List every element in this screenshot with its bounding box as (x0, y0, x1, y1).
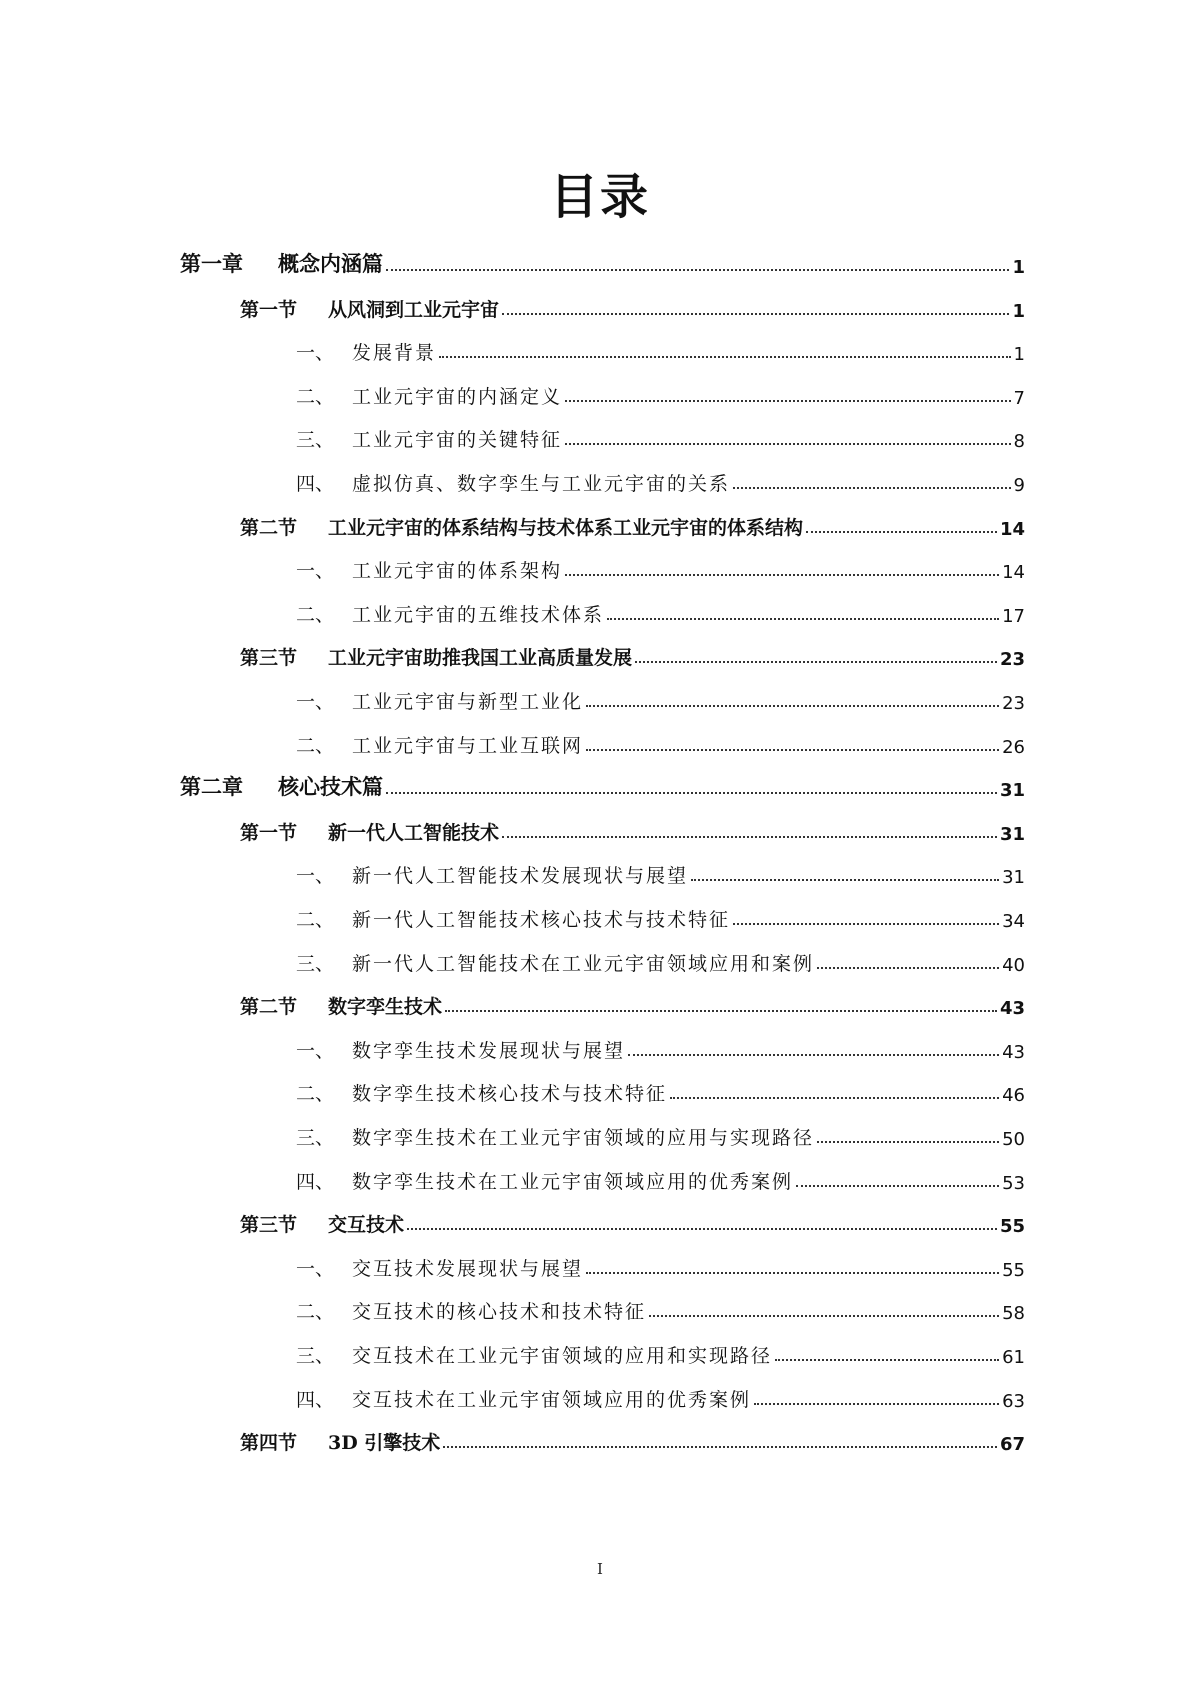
toc-entry-page: 23 (999, 649, 1025, 671)
toc-dot-leader (635, 661, 997, 663)
toc-entry-number: 第二节 (240, 996, 298, 1019)
toc-section-entry[interactable] (240, 989, 1025, 1019)
toc-dot-leader (565, 443, 1011, 445)
page-title: 目录 (549, 169, 650, 225)
page-number: I (597, 1560, 603, 1578)
toc-subsection-entry[interactable] (296, 1251, 1025, 1281)
toc-entry-page: 23 (1002, 693, 1025, 714)
toc-dot-leader (607, 618, 999, 620)
toc-dot-leader (565, 574, 999, 576)
toc-dot-leader (817, 967, 999, 969)
toc-dot-leader (502, 836, 997, 838)
toc-subsection-entry[interactable] (296, 466, 1025, 496)
toc-entry-number: 一、 (296, 691, 335, 713)
toc-dot-leader (386, 792, 997, 794)
toc-section-entry[interactable] (240, 292, 1025, 322)
toc-entry-number: 一、 (296, 865, 335, 888)
toc-subsection-entry[interactable] (296, 1076, 1025, 1106)
toc-dot-leader (775, 1359, 999, 1361)
toc-section-entry[interactable] (240, 1207, 1025, 1237)
toc-subsection-entry[interactable] (296, 1294, 1025, 1324)
toc-entry-number: 三、 (296, 1127, 335, 1149)
toc-entry-title: 工业元宇宙与工业互联网 (352, 734, 584, 757)
toc-subsection-entry[interactable] (296, 335, 1025, 365)
toc-entry-number: 第三节 (240, 647, 298, 670)
toc-entry-title: 工业元宇宙的五维技术体系 (352, 603, 605, 626)
toc-subsection-entry[interactable] (296, 946, 1025, 976)
toc-entry-title: 交互技术在工业元宇宙领域的应用和实现路径 (352, 1345, 773, 1367)
toc-entry-page: 1 (1012, 257, 1025, 278)
toc-entry-title: 新一代人工智能技术核心技术与技术特征 (352, 909, 731, 931)
toc-entry-number: 一、 (296, 1257, 335, 1280)
toc-entry-page: 63 (1002, 1390, 1025, 1412)
toc-subsection-entry[interactable] (296, 1120, 1025, 1150)
toc-entry-title: 数字孪生技术核心技术与技术特征 (352, 1083, 668, 1106)
toc-entry-page: 53 (1002, 1172, 1025, 1194)
toc-entry-page: 55 (999, 1216, 1025, 1238)
toc-dot-leader (502, 313, 1009, 315)
toc-entry-number: 四、 (296, 1388, 335, 1411)
toc-subsection-entry[interactable] (296, 858, 1025, 888)
toc-entry-page: 58 (1002, 1303, 1025, 1325)
toc-entry-page: 31 (1002, 867, 1025, 889)
toc-subsection-entry[interactable] (296, 597, 1025, 627)
toc-subsection-entry[interactable] (296, 728, 1025, 758)
toc-entry-title: 核心技术篇 (278, 775, 383, 800)
toc-entry-page: 61 (1002, 1347, 1025, 1368)
toc-entry-number: 二、 (296, 909, 335, 931)
toc-dot-leader (796, 1185, 999, 1187)
toc-entry-number: 四、 (296, 1170, 335, 1193)
toc-entry-number: 一、 (296, 342, 335, 365)
toc-entry-page: 17 (1002, 605, 1025, 627)
toc-section-entry[interactable] (240, 1425, 1025, 1455)
toc-entry-page: 40 (1002, 954, 1025, 976)
toc-entry-number: 二、 (296, 603, 335, 626)
toc-entry-number: 三、 (296, 1345, 335, 1367)
toc-subsection-entry[interactable] (296, 684, 1025, 714)
toc-entry-page: 14 (1002, 562, 1025, 584)
toc-entry-title: 新一代人工智能技术 (328, 821, 500, 844)
toc-entry-title: 数字孪生技术 (328, 996, 443, 1019)
toc-entry-title: 新一代人工智能技术在工业元宇宙领域应用和案例 (352, 952, 815, 975)
toc-entry-page: 31 (999, 823, 1025, 845)
toc-section-entry[interactable] (240, 510, 1025, 540)
toc-entry-title: 工业元宇宙的关键特征 (352, 429, 563, 452)
toc-entry-number: 第二章 (180, 775, 243, 800)
toc-entry-page: 14 (999, 518, 1025, 540)
toc-dot-leader (586, 705, 999, 707)
toc-section-entry[interactable] (240, 815, 1025, 845)
toc-entry-page: 43 (1002, 1041, 1025, 1063)
toc-entry-number: 一、 (296, 560, 335, 583)
toc-entry-title: 数字孪生技术在工业元宇宙领域应用的优秀案例 (352, 1170, 794, 1193)
toc-entry-page: 55 (1002, 1259, 1025, 1281)
toc-dot-leader (586, 749, 999, 751)
toc-entry-number: 二、 (296, 734, 335, 757)
toc-entry-title: 从风洞到工业元宇宙 (328, 298, 500, 321)
toc-subsection-entry[interactable] (296, 902, 1025, 932)
toc-entry-page: 8 (1013, 431, 1025, 453)
toc-chapter-entry[interactable] (180, 248, 1025, 278)
toc-entry-page: 50 (1002, 1129, 1025, 1150)
toc-entry-page: 34 (1002, 911, 1025, 932)
toc-dot-leader (439, 356, 1011, 358)
toc-subsection-entry[interactable] (296, 1164, 1025, 1194)
toc-dot-leader (628, 1054, 999, 1056)
toc-entry-title: 工业元宇宙的内涵定义 (352, 385, 563, 408)
toc-entry-title: 工业元宇宙的体系结构与技术体系工业元宇宙的体系结构 (328, 516, 804, 539)
toc-dot-leader (386, 269, 1009, 271)
toc-subsection-entry[interactable] (296, 422, 1025, 452)
toc-entry-page: 67 (999, 1434, 1025, 1456)
toc-entry-title: 工业元宇宙的体系架构 (352, 560, 563, 583)
toc-entry-number: 三、 (296, 952, 335, 975)
toc-dot-leader (586, 1272, 999, 1274)
toc-entry-title: 交互技术 (328, 1214, 405, 1237)
toc-dot-leader (649, 1315, 999, 1317)
toc-entry-page: 31 (999, 780, 1025, 802)
toc-entry-title: 交互技术在工业元宇宙领域应用的优秀案例 (352, 1388, 752, 1411)
toc-dot-leader (806, 531, 997, 533)
toc-entry-number: 第三节 (240, 1214, 298, 1237)
toc-entry-page: 1 (1013, 344, 1025, 366)
toc-dot-leader (443, 1446, 997, 1448)
toc-dot-leader (565, 400, 1011, 402)
toc-dot-leader (407, 1228, 997, 1230)
toc-entry-title: 工业元宇宙与新型工业化 (352, 691, 584, 713)
toc-entry-title: 3D 引擎技术 (328, 1432, 441, 1455)
toc-dot-leader (733, 923, 999, 925)
toc-entry-page: 7 (1013, 387, 1025, 409)
toc-subsection-entry[interactable] (296, 553, 1025, 583)
toc-subsection-entry[interactable] (296, 1382, 1025, 1412)
toc-entry-page: 26 (1002, 736, 1025, 758)
toc-entry-number: 第一节 (240, 298, 298, 321)
toc-entry-page: 43 (999, 998, 1025, 1020)
toc-entry-number: 四、 (296, 473, 335, 495)
toc-dot-leader (754, 1403, 999, 1405)
toc-entry-page: 1 (1012, 300, 1025, 322)
toc-dot-leader (691, 879, 999, 881)
toc-chapter-entry[interactable] (180, 771, 1025, 801)
toc-section-entry[interactable] (240, 640, 1025, 670)
toc-entry-number: 二、 (296, 1083, 335, 1106)
toc-entry-number: 第一节 (240, 821, 298, 844)
toc-entry-title: 概念内涵篇 (278, 252, 383, 276)
toc-entry-title: 数字孪生技术发展现状与展望 (352, 1039, 626, 1062)
toc-subsection-entry[interactable] (296, 1338, 1025, 1368)
toc-entry-title: 工业元宇宙助推我国工业高质量发展 (328, 647, 633, 670)
toc-entry-number: 一、 (296, 1039, 335, 1062)
toc-entry-title: 发展背景 (352, 342, 437, 365)
toc-entry-number: 第一章 (180, 252, 243, 276)
toc-entry-number: 第四节 (240, 1432, 298, 1455)
toc-entry-title: 虚拟仿真、数字孪生与工业元宇宙的关系 (352, 473, 731, 495)
toc-entry-page: 9 (1013, 475, 1025, 496)
toc-entry-number: 三、 (296, 429, 335, 452)
toc-entry-title: 交互技术的核心技术和技术特征 (352, 1301, 647, 1324)
toc-entry-title: 数字孪生技术在工业元宇宙领域的应用与实现路径 (352, 1127, 815, 1149)
toc-entry-number: 二、 (296, 1301, 335, 1324)
toc-dot-leader (817, 1141, 999, 1143)
toc-entry-number: 第二节 (240, 516, 298, 539)
toc-dot-leader (670, 1097, 999, 1099)
toc-dot-leader (445, 1010, 997, 1012)
toc-subsection-entry[interactable] (296, 1033, 1025, 1063)
toc-entry-title: 交互技术发展现状与展望 (352, 1257, 584, 1280)
toc-entry-title: 新一代人工智能技术发展现状与展望 (352, 865, 689, 888)
toc-subsection-entry[interactable] (296, 379, 1025, 409)
toc-dot-leader (733, 487, 1011, 489)
toc-entry-number: 二、 (296, 385, 335, 408)
toc-entry-page: 46 (1002, 1085, 1025, 1107)
